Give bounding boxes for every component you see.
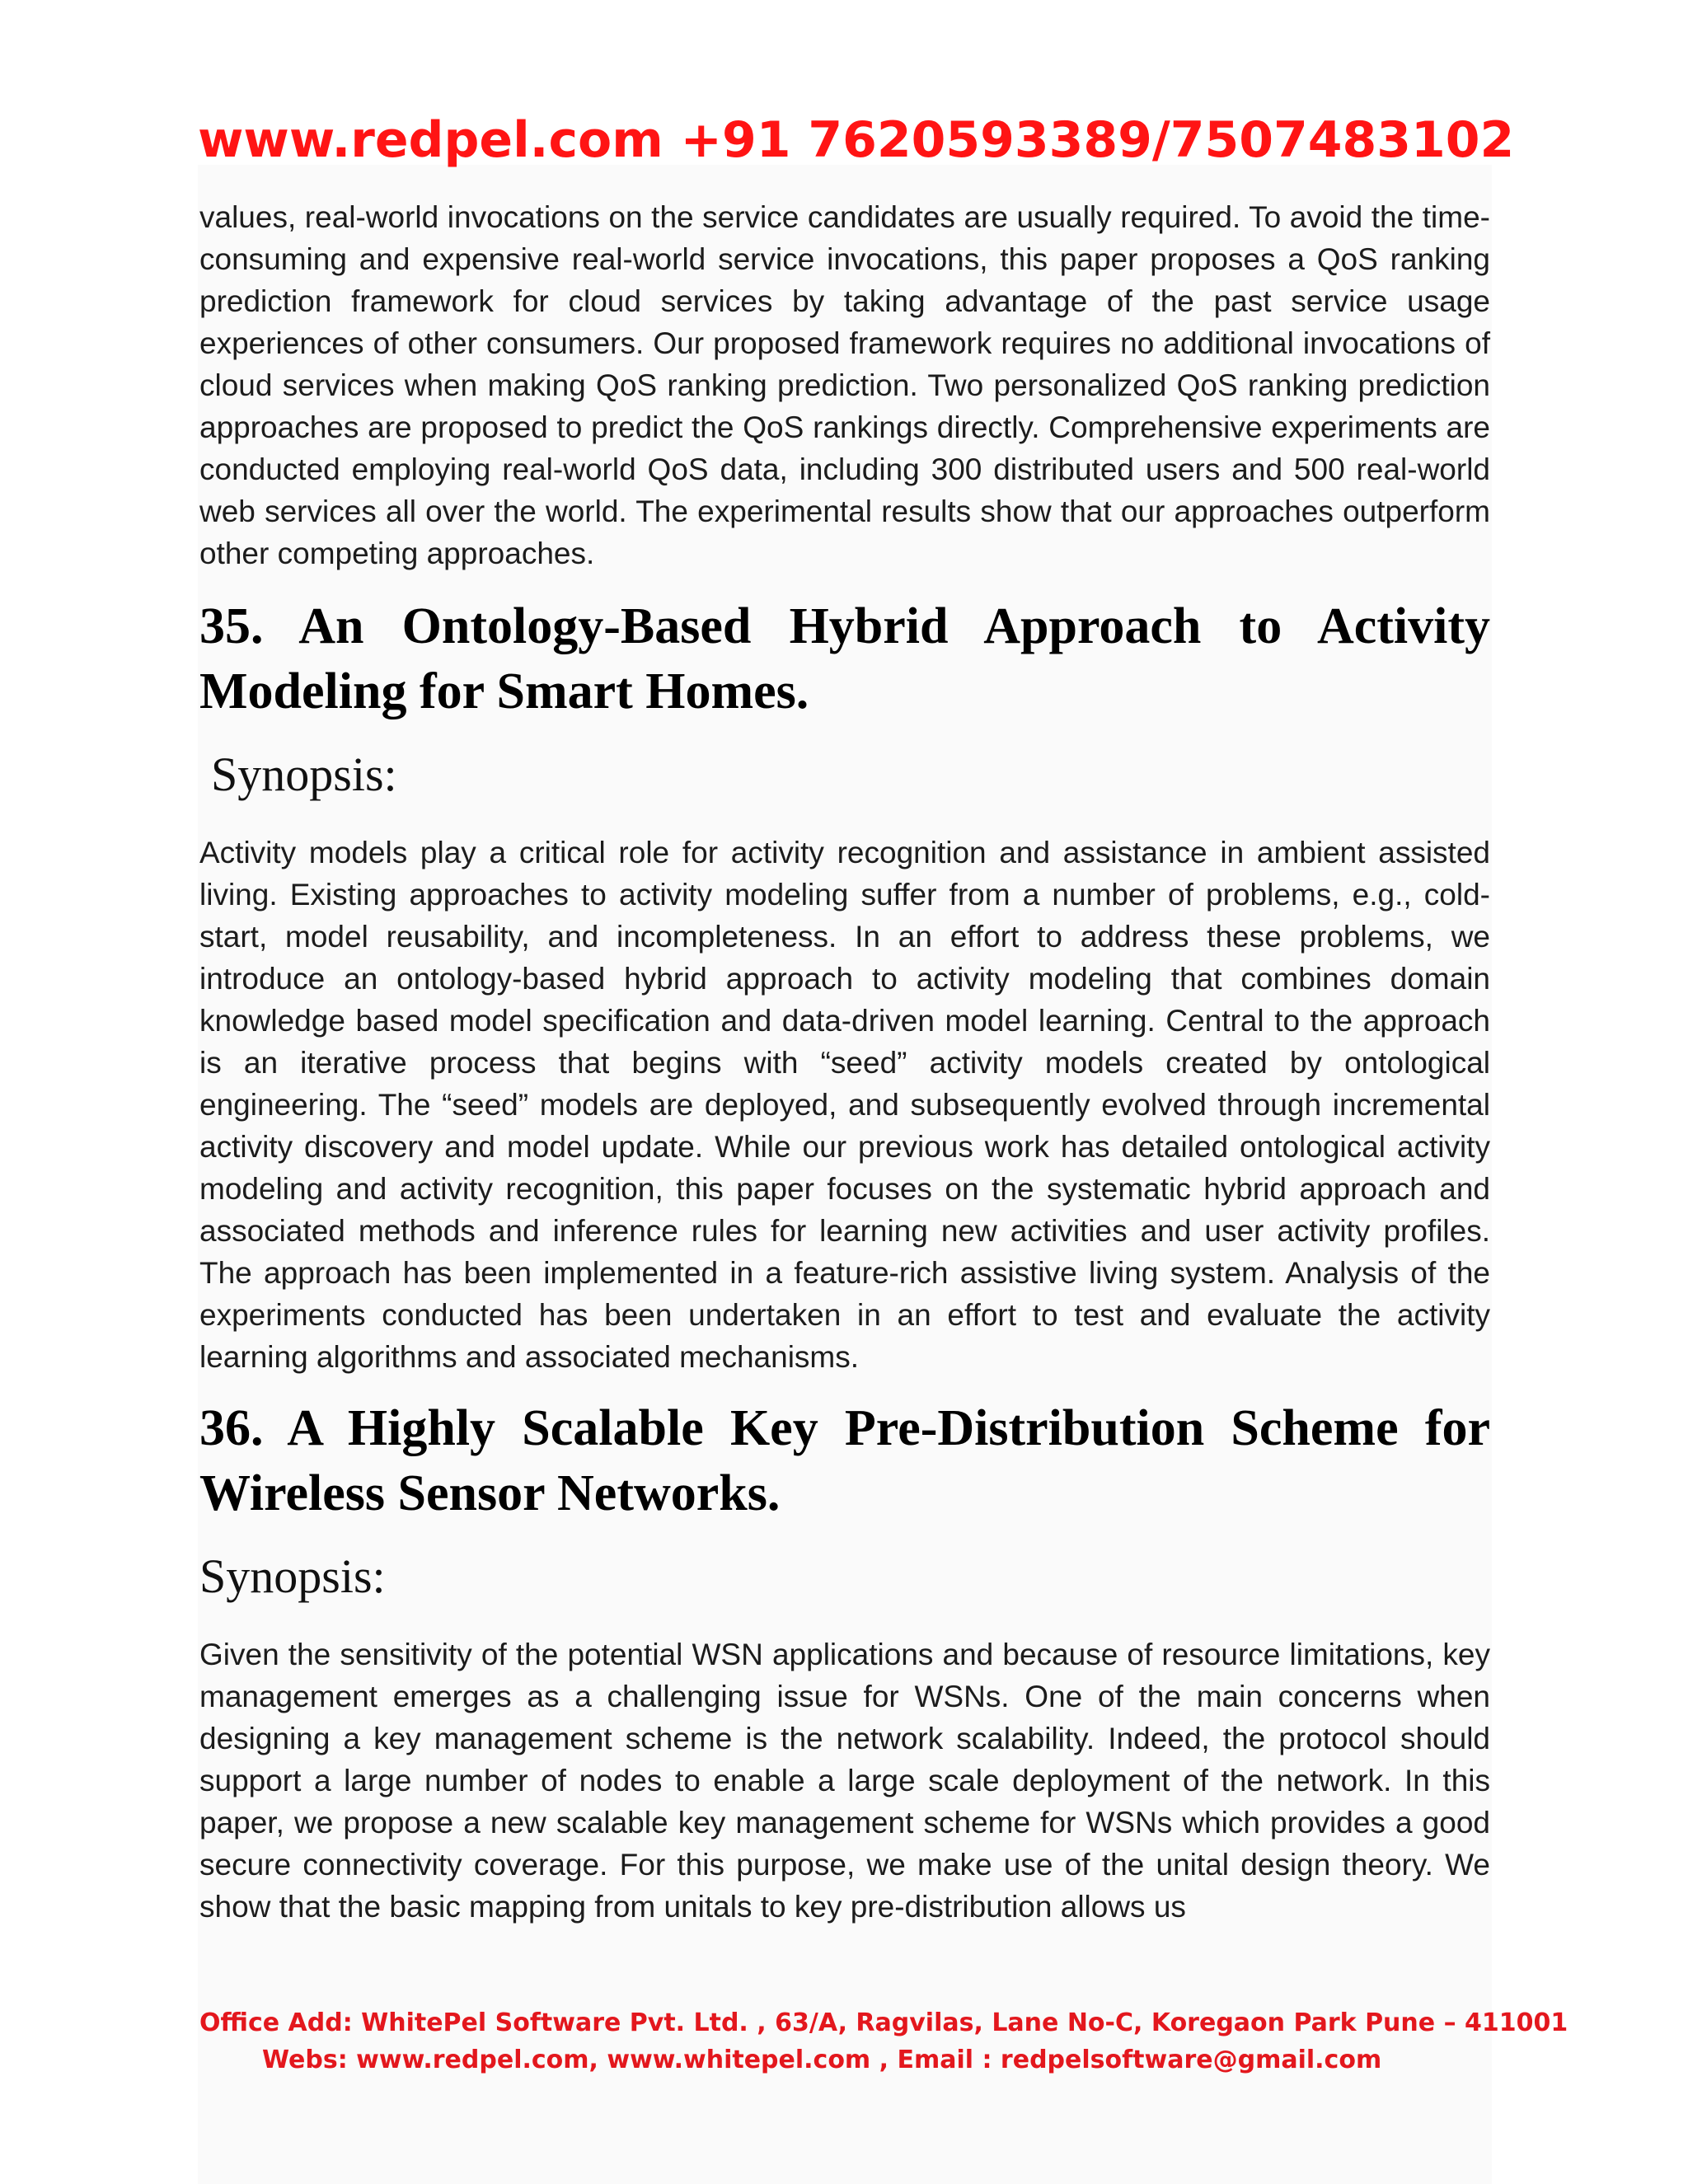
header-contact-line: www.redpel.com +91 7620593389/7507483102: [198, 111, 1515, 169]
section-35-title: 35. An Ontology-Based Hybrid Approach to Activity Modeling for Smart Homes.: [199, 598, 1490, 719]
footer-websites-email: Webs: www.redpel.com, www.whitepel.com , Email : redpelsoftware@gmail.com: [262, 2046, 1382, 2074]
section-35-synopsis-label: Synopsis:: [211, 748, 397, 801]
intro-paragraph: values, real-world invocations on the service candidates are usually required. To avoid the time-consuming and expensive real-world service invocations, this paper proposes a QoS ranking prediction framework for cloud services by taking advantage of the past service usage experiences of other consumers. Our proposed framework requires no additional invocations of cloud services when making QoS ranking prediction. Two personalized QoS ranking prediction approaches are proposed to predict the QoS rankings directly. Comprehensive experiments are conducted employing real-world QoS data, including 300 distributed users and 500 real-world web services all over the world. The experimental results show that our approaches outperform other competing approaches.: [199, 200, 1490, 570]
section-35-synopsis-body: Activity models play a critical role for activity recognition and assistance in ambient assisted living. Existing approaches to activity modeling suffer from a number of problems, e.g., cold-start, model reusability, and incompleteness. In an effort to address these problems, we introduce an ontology-based hybrid approach to activity modeling that combines domain knowledge based model specification and data-driven model learning. Central to the approach is an iterative process that begins with “seed” activity models created by ontological engineering. The “seed” models are deployed, and subsequently evolved through incremental activity discovery and model update. While our previous work has detailed ontological activity modeling and activity recognition, this paper focuses on the systematic hybrid approach and associated methods and inference rules for learning new activities and user activity profiles. The approach has been implemented in a feature-rich assistive living system. Analysis of the experiments conducted has been undertaken in an effort to test and evaluate the activity learning algorithms and associated mechanisms.: [199, 836, 1490, 1374]
section-36-synopsis-label: Synopsis:: [199, 1549, 386, 1603]
document-body: [199, 196, 1490, 1928]
footer-office-address: Office Add: WhitePel Software Pvt. Ltd. , 63/A, Ragvilas, Lane No-C, Koregaon Park Pune – 411001: [199, 2008, 1568, 2037]
section-36-title: 36. A Highly Scalable Key Pre-Distribution Scheme for Wireless Sensor Networks.: [199, 1400, 1490, 1521]
section-36-synopsis-body: Given the sensitivity of the potential WSN applications and because of resource limitations, key management emerges as a challenging issue for WSNs. One of the main concerns when designing a key management scheme is the network scalability. Indeed, the protocol should support a large number of nodes to enable a large scale deployment of the network. In this paper, we propose a new scalable key management scheme for WSNs which provides a good secure connectivity coverage. For this purpose, we make use of the unital design theory. We show that the basic mapping from unitals to key pre-distribution allows us: [199, 1638, 1490, 1924]
